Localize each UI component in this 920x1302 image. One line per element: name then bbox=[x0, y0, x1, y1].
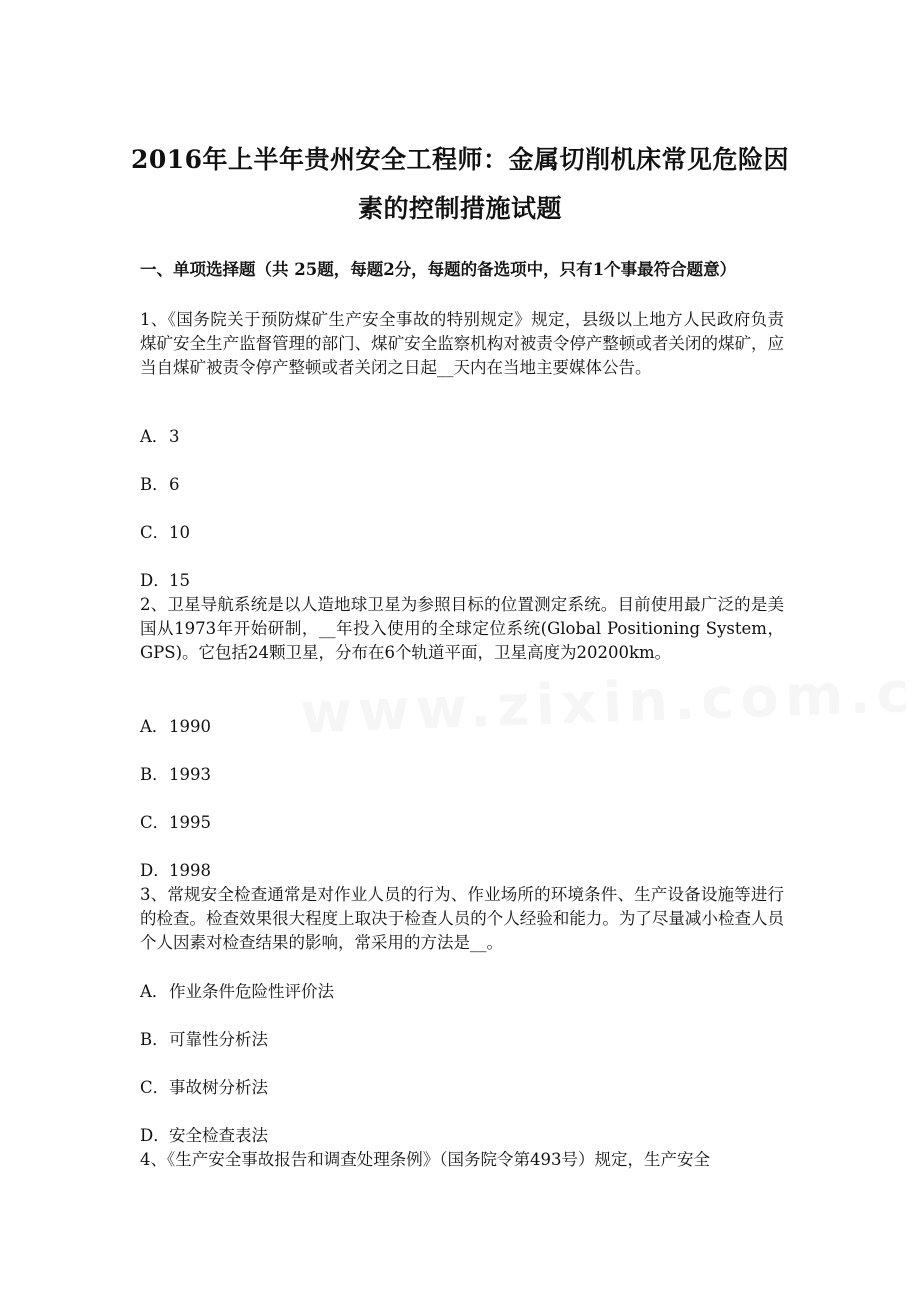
option-label: C． bbox=[140, 523, 170, 542]
question-1-text: 1、《国务院关于预防煤矿生产安全事故的特别规定》规定，县级以上地方人民政府负责煤矿安全生产监督管理的部门、煤矿安全监察机构对被责令停产整顿或者关闭的煤矿，应当自煤矿被责令停产整顿或者关闭之日起__天内在当地主要媒体公告。 bbox=[140, 310, 784, 377]
option-text: 6 bbox=[169, 475, 180, 494]
option-label: A． bbox=[140, 427, 169, 446]
watermark bbox=[299, 658, 920, 746]
option-text: 15 bbox=[169, 571, 190, 590]
question-2-option-b bbox=[140, 763, 211, 787]
question-2-option-d bbox=[140, 859, 211, 883]
option-text: 10 bbox=[169, 523, 190, 542]
question-1-option-b bbox=[140, 473, 180, 497]
option-label: D． bbox=[140, 571, 170, 590]
option-label: A． bbox=[140, 717, 169, 736]
option-text: 3 bbox=[169, 427, 180, 446]
question-1-option-d bbox=[140, 569, 190, 593]
question-1-option-a bbox=[140, 425, 180, 449]
question-3-option-a bbox=[140, 980, 334, 1004]
option-text: 1998 bbox=[169, 861, 211, 880]
option-text: 1993 bbox=[169, 765, 211, 784]
option-label: B． bbox=[140, 765, 169, 784]
question-4-text: 4、《生产安全事故报告和调查处理条例》（国务院令第493号）规定，生产安全 bbox=[140, 1150, 710, 1169]
option-text: 可靠性分析法 bbox=[169, 1030, 268, 1049]
question-3-option-c bbox=[140, 1076, 268, 1100]
document-title-line-2: 素的控制措施试题 bbox=[357, 194, 562, 223]
option-label: D． bbox=[140, 1126, 170, 1145]
question-1-option-c bbox=[140, 521, 190, 545]
option-text: 1990 bbox=[169, 717, 211, 736]
option-text: 事故树分析法 bbox=[169, 1078, 268, 1097]
question-3-text: 3、常规安全检查通常是对作业人员的行为、作业场所的环境条件、生产设备设施等进行的检查。检查效果很大程度上取决于检查人员的个人经验和能力。为了尽量减小检查人员个人因素对检查结果的影响，常采用的方法是__。 bbox=[140, 885, 784, 952]
option-label: C． bbox=[140, 813, 170, 832]
question-2-option-a bbox=[140, 715, 211, 739]
option-text: 安全检查表法 bbox=[169, 1126, 268, 1145]
option-label: A． bbox=[140, 982, 169, 1001]
option-label: B． bbox=[140, 475, 169, 494]
option-label: B． bbox=[140, 1030, 169, 1049]
option-label: C． bbox=[140, 1078, 170, 1097]
question-2-text: 2、卫星导航系统是以人造地球卫星为参照目标的位置测定系统。目前使用最广泛的是美国从1973年开始研制，__年投入使用的全球定位系统(Global Positioning System，GPS)。它包括24颗卫星，分布在6个轨道平面，卫星高度为20200km。 bbox=[140, 595, 784, 662]
question-3-option-b bbox=[140, 1028, 268, 1052]
section-heading: 一、单项选择题（共 25题，每题2分，每题的备选项中，只有1个事最符合题意） bbox=[140, 260, 737, 279]
option-text: 1995 bbox=[169, 813, 211, 832]
option-label: D． bbox=[140, 861, 170, 880]
option-text: 作业条件危险性评价法 bbox=[169, 982, 334, 1001]
document-title-line-1: 2016年上半年贵州安全工程师：金属切削机床常见危险因 bbox=[130, 145, 790, 174]
question-2-option-c bbox=[140, 811, 211, 835]
question-3-option-d bbox=[140, 1124, 268, 1148]
